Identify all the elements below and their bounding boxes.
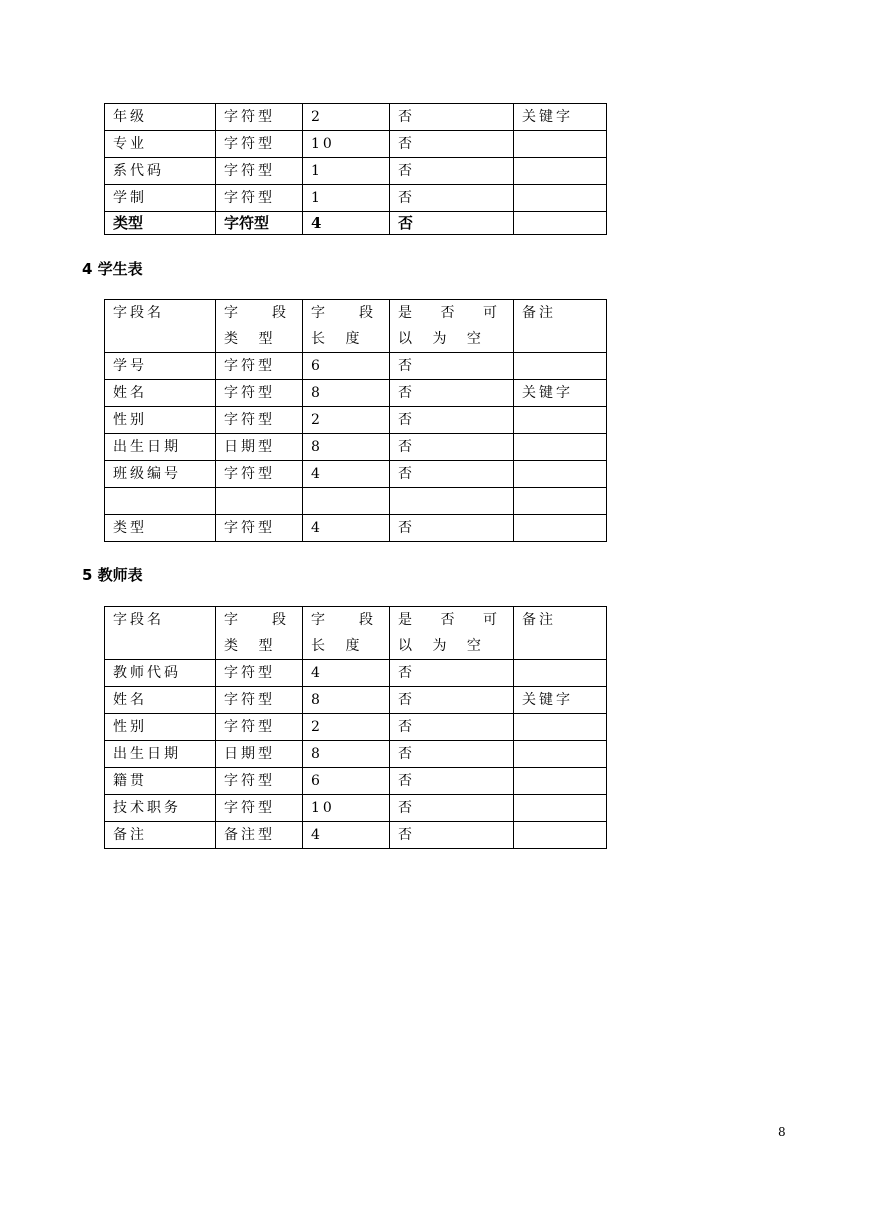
nullable-cell: 否 xyxy=(390,687,514,714)
teacher-table xyxy=(104,606,607,849)
table-row xyxy=(105,353,607,380)
field-name-cell: 年级 xyxy=(105,104,216,131)
field-type-cell: 字符型 xyxy=(216,185,303,212)
field-name-cell: 学号 xyxy=(105,353,216,380)
field-name-cell: 专业 xyxy=(105,131,216,158)
field-length-cell: 8 xyxy=(303,434,390,461)
field-type-cell xyxy=(216,488,303,515)
nullable-cell: 否 xyxy=(390,434,514,461)
field-type-cell: 字符型 xyxy=(216,660,303,687)
field-name-cell: 性别 xyxy=(105,714,216,741)
field-type-cell: 备注型 xyxy=(216,822,303,849)
field-length-cell: 10 xyxy=(303,131,390,158)
field-type-cell: 字符型 xyxy=(216,461,303,488)
table-row xyxy=(105,687,607,714)
field-name-cell: 性别 xyxy=(105,407,216,434)
field-type-cell: 字符型 xyxy=(216,212,303,235)
field-type-cell: 字符型 xyxy=(216,158,303,185)
header-cell: 字 段 长 度 xyxy=(303,607,390,660)
field-type-cell: 字符型 xyxy=(216,714,303,741)
field-type-cell: 字符型 xyxy=(216,380,303,407)
field-length-cell: 2 xyxy=(303,104,390,131)
header-cell: 是 否 可 以 为 空 xyxy=(390,300,514,353)
remark-cell xyxy=(514,353,607,380)
field-length-cell: 4 xyxy=(303,822,390,849)
remark-cell xyxy=(514,185,607,212)
nullable-cell: 否 xyxy=(390,131,514,158)
nullable-cell: 否 xyxy=(390,822,514,849)
field-type-cell: 字符型 xyxy=(216,131,303,158)
nullable-cell xyxy=(390,488,514,515)
nullable-cell: 否 xyxy=(390,768,514,795)
remark-cell xyxy=(514,768,607,795)
field-name-cell: 班级编号 xyxy=(105,461,216,488)
field-name-cell: 姓名 xyxy=(105,687,216,714)
field-name-cell: 类型 xyxy=(105,212,216,235)
field-type-cell: 字符型 xyxy=(216,795,303,822)
field-length-cell: 1 xyxy=(303,185,390,212)
nullable-cell: 否 xyxy=(390,741,514,768)
remark-cell xyxy=(514,822,607,849)
field-name-cell: 出生日期 xyxy=(105,434,216,461)
nullable-cell: 否 xyxy=(390,714,514,741)
section-heading-teacher-table: 5 教师表 xyxy=(82,566,143,584)
section-heading-student-table: 4 学生表 xyxy=(82,260,143,278)
field-length-cell: 4 xyxy=(303,515,390,542)
field-type-cell: 字符型 xyxy=(216,407,303,434)
field-type-cell: 字符型 xyxy=(216,353,303,380)
header-cell: 字 段 长 度 xyxy=(303,300,390,353)
field-length-cell: 4 xyxy=(303,461,390,488)
field-name-cell: 技术职务 xyxy=(105,795,216,822)
remark-cell xyxy=(514,488,607,515)
field-length-cell: 8 xyxy=(303,687,390,714)
table-row xyxy=(105,131,607,158)
field-name-cell: 备注 xyxy=(105,822,216,849)
remark-cell: 关键字 xyxy=(514,380,607,407)
field-length-cell: 1 xyxy=(303,158,390,185)
nullable-cell: 否 xyxy=(390,795,514,822)
header-cell: 备注 xyxy=(514,300,607,353)
remark-cell xyxy=(514,714,607,741)
header-cell: 字 段 类 型 xyxy=(216,607,303,660)
nullable-cell: 否 xyxy=(390,461,514,488)
table-row xyxy=(105,822,607,849)
field-name-cell: 学制 xyxy=(105,185,216,212)
table-row xyxy=(105,515,607,542)
class-table-continued xyxy=(104,103,607,235)
table-header-row xyxy=(105,607,607,660)
table-row xyxy=(105,380,607,407)
header-cell: 字段名 xyxy=(105,607,216,660)
field-length-cell: 6 xyxy=(303,768,390,795)
table-row xyxy=(105,795,607,822)
field-type-cell: 字符型 xyxy=(216,768,303,795)
nullable-cell: 否 xyxy=(390,158,514,185)
field-name-cell: 教师代码 xyxy=(105,660,216,687)
remark-cell xyxy=(514,461,607,488)
remark-cell: 关键字 xyxy=(514,104,607,131)
table-row xyxy=(105,741,607,768)
table-row xyxy=(105,185,607,212)
table-row xyxy=(105,714,607,741)
table-header-row xyxy=(105,300,607,353)
field-name-cell: 籍贯 xyxy=(105,768,216,795)
field-length-cell xyxy=(303,488,390,515)
nullable-cell: 否 xyxy=(390,353,514,380)
field-length-cell: 8 xyxy=(303,380,390,407)
field-length-cell: 2 xyxy=(303,407,390,434)
field-length-cell: 8 xyxy=(303,741,390,768)
remark-cell xyxy=(514,515,607,542)
remark-cell xyxy=(514,131,607,158)
field-name-cell: 类型 xyxy=(105,515,216,542)
field-length-cell: 2 xyxy=(303,714,390,741)
remark-cell xyxy=(514,158,607,185)
field-type-cell: 字符型 xyxy=(216,687,303,714)
table-row xyxy=(105,660,607,687)
nullable-cell: 否 xyxy=(390,212,514,235)
field-type-cell: 日期型 xyxy=(216,741,303,768)
table-row xyxy=(105,104,607,131)
remark-cell xyxy=(514,407,607,434)
nullable-cell: 否 xyxy=(390,407,514,434)
field-type-cell: 字符型 xyxy=(216,104,303,131)
remark-cell: 关键字 xyxy=(514,687,607,714)
field-type-cell: 日期型 xyxy=(216,434,303,461)
remark-cell xyxy=(514,660,607,687)
table-row xyxy=(105,158,607,185)
nullable-cell: 否 xyxy=(390,185,514,212)
field-name-cell: 系代码 xyxy=(105,158,216,185)
nullable-cell: 否 xyxy=(390,104,514,131)
header-cell: 字 段 类 型 xyxy=(216,300,303,353)
field-name-cell: 姓名 xyxy=(105,380,216,407)
remark-cell xyxy=(514,795,607,822)
field-length-cell: 6 xyxy=(303,353,390,380)
remark-cell xyxy=(514,741,607,768)
student-table xyxy=(104,299,607,542)
table-row xyxy=(105,461,607,488)
field-type-cell: 字符型 xyxy=(216,515,303,542)
table-row xyxy=(105,434,607,461)
nullable-cell: 否 xyxy=(390,660,514,687)
table-row xyxy=(105,768,607,795)
table-row xyxy=(105,212,607,235)
table-row xyxy=(105,488,607,515)
field-length-cell: 4 xyxy=(303,212,390,235)
remark-cell xyxy=(514,434,607,461)
nullable-cell: 否 xyxy=(390,380,514,407)
field-name-cell: 出生日期 xyxy=(105,741,216,768)
header-cell: 字段名 xyxy=(105,300,216,353)
remark-cell xyxy=(514,212,607,235)
page-number: 8 xyxy=(778,1125,786,1139)
field-length-cell: 4 xyxy=(303,660,390,687)
header-cell: 备注 xyxy=(514,607,607,660)
nullable-cell: 否 xyxy=(390,515,514,542)
field-name-cell xyxy=(105,488,216,515)
table-row xyxy=(105,407,607,434)
field-length-cell: 10 xyxy=(303,795,390,822)
header-cell: 是 否 可 以 为 空 xyxy=(390,607,514,660)
